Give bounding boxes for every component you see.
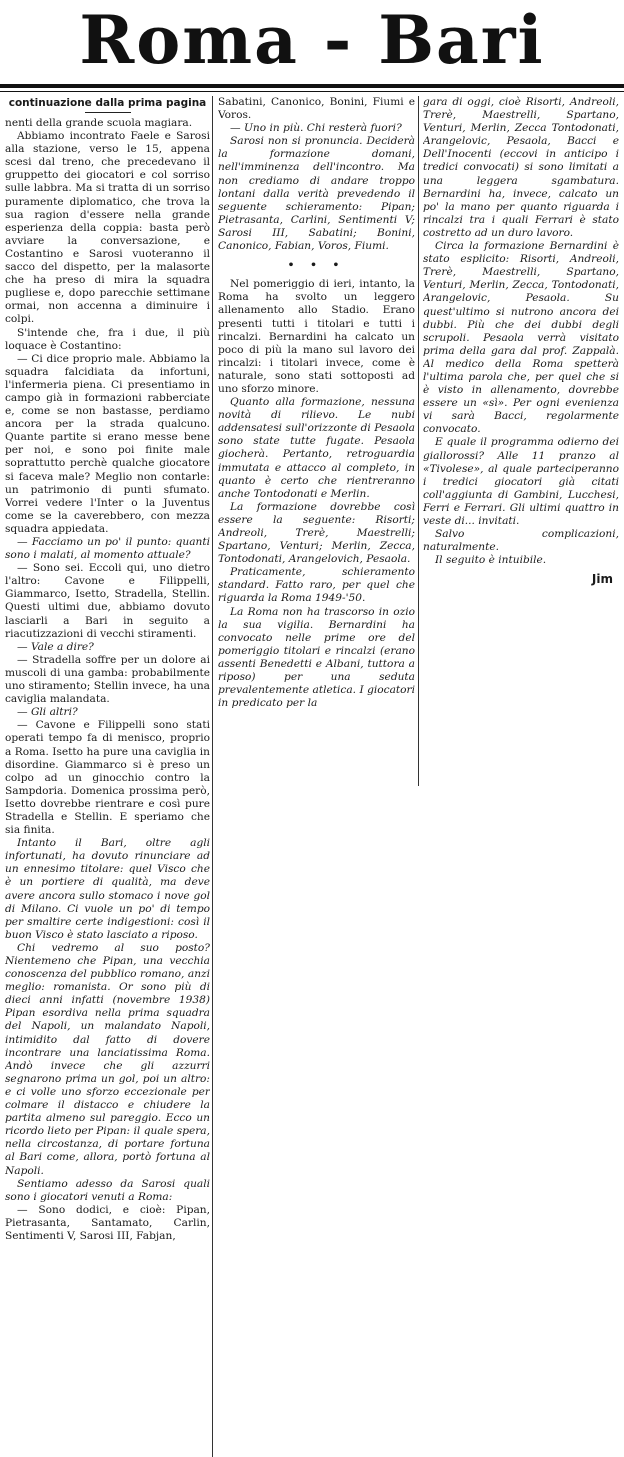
- kicker: continuazione dalla prima pagina: [8, 97, 207, 109]
- paragraph: Quanto alla formazione, nessuna novità di rilievo. Le nubi addensatesi sull'orizzonte di Pesaola sono state tutte fugate. Pesaola giocherà. Pertanto, retroguardia immutata e attacco al completo, in quanto è certo che rientreranno anche Tontodonati e Merlin.: [218, 396, 415, 500]
- paragraph: Salvo complicazioni, naturalmente.: [423, 528, 619, 554]
- paragraph: — Sono dodici, e cioè: Pipan, Pietrasanta, Santamato, Carlin, Sentimenti V, Sarosi III, Fabjan,: [5, 1203, 210, 1242]
- section-separator: • • •: [287, 259, 346, 272]
- paragraph: Sarosi non si pronuncia. Deciderà la formazione domani, nell'imminenza dell'incontro. Ma non crediamo di andare troppo lontani dalla verità prevedendo il seguente schieramento: Pipan; Pietrasanta, Carlini, Sentimenti V; Sarosi III, Sabatini; Bonini, Canonico, Fabian, Voros, Fiumi.: [218, 135, 415, 253]
- paragraph: — Ci dice proprio male. Abbiamo la squadra falcidiata da infortuni, l'infermeria piena. Ci presentiamo in campo già in formazioni rabberciate e, come se non bastasse, perdiamo ancora per la strada qualcuno. Quante partite si erano messe bene per noi, e sono poi finite male soprattutto perchè qualche giocatore si faceva male? Meglio non contarle: un patrimonio di punti sfumato. Vorrei vedere l'Inter o la Juventus come se la caverebbero, con mezza squadra appiedata.: [5, 352, 210, 535]
- paragraph: — Facciamo un po' il punto: quanti sono i malati, al momento attuale?: [5, 536, 210, 562]
- headline-rule: [0, 84, 624, 88]
- paragraph: Il seguito è intuibile.: [435, 554, 547, 567]
- paragraph: — Gli altri?: [17, 706, 78, 719]
- author-signature: Jim: [591, 572, 613, 587]
- paragraph: Sabatini, Canonico, Bonini, Fiumi e Voros.: [218, 96, 415, 122]
- paragraph: S'intende che, fra i due, il più loquace è Costantino:: [5, 326, 210, 352]
- paragraph: E quale il programma odierno dei giallorossi? Alle 11 pranzo al «Tivolese», al quale parteciperanno i tredici giocatori già citati coll'aggiunta di Gambini, Lucchesi, Ferri e Ferrari. Gli ultimi quattro in veste di... invitati.: [423, 436, 619, 527]
- paragraph: Nel pomeriggio di ieri, intanto, la Roma ha svolto un leggero allenamento allo Stadio. Erano presenti tutti i titolari e tutti i rincalzi. Bernardini ha calcato un poco di più la mano sul lavoro dei rincalzi: i titolari invece, come è naturale, sono stati sottoposti ad uno sforzo minore.: [218, 278, 415, 395]
- kicker-rule: [85, 112, 131, 113]
- paragraph: Praticamente, schieramento standard. Fatto raro, per quel che riguarda la Roma 1949-'50.: [218, 566, 415, 605]
- paragraph: La Roma non ha trascorso in ozio la sua vigilia. Bernardini ha convocato nelle prime ore del pomeriggio titolari e rincalzi (erano assenti Benedetti e Albani, tuttora a riposo) per una seduta prevalentemente atletica. I giocatori in predicato per la: [218, 605, 415, 710]
- column-divider-2: [418, 96, 419, 786]
- paragraph: Circa la formazione Bernardini è stato esplicito: Risorti, Andreoli, Trerè, Maestrelli, Spartano, Venturi, Merlin, Zecca, Tontodonati, Arangelovic, Pesaola. Su quest'ultimo si nutrono ancora dei dubbi. Più che dei dubbi degli scrupoli. Pesaola verrà visitato prima della gara dal prof. Zappalà. Al medico della Roma spetterà l'ultima parola che, per quel che si è visto in allenamento, dovrebbe essere un «sì». Per ogni evenienza vi sarà Bacci, regolarmente convocato.: [423, 240, 619, 436]
- article-column-1: [5, 96, 210, 1457]
- paragraph: — Sono sei. Eccoli qui, uno dietro l'altro: Cavone e Filippelli, Giammarco, Isetto, Stradella, Stellin. Questi ultimi due, abbiamo dovuto lasciarli a Bari in seguito a riacutizzazioni di vecchi stiramenti.: [5, 562, 210, 640]
- paragraph: Chi vedremo al suo posto? Nientemeno che Pipan, una vecchia conoscenza del pubblico romano, anzi meglio: romanista. Or sono più di dieci anni infatti (novembre 1938) Pipan esordiva nella prima squadra del Napoli, un malandato Napoli, intimidito dal fatto di dovere incontrare una lanciatissima Roma. Andò invece che gli azzurri segnarono prima un gol, poi un altro: e ci volle uno sforzo eccezionale per colmare il distacco e chiudere la partita almeno sul pareggio. Ecco un ricordo lieto per Pipan: il quale spera, nella circostanza, di portare fortuna al Bari come, allora, portò fortuna al Napoli.: [5, 941, 210, 1177]
- article-column-3: [423, 96, 619, 656]
- headline-rule-thin: [0, 91, 624, 92]
- paragraph: Intanto il Bari, oltre agli infortunati, ha dovuto rinunciare ad un ennesimo titolare: quel Visco che è un portiere di qualità, ma deve avere ancora sullo stomaco i nove gol di Milano. Ci vuole un po' di tempo per smaltire certe indigestioni: così il buon Visco è stato lasciato a riposo.: [5, 837, 210, 941]
- paragraph: gara di oggi, cioè Risorti, Andreoli, Trerè, Maestrelli, Spartano, Venturi, Merlin, Zecca Tontodonati, Arangelovic, Pesaola, Bacci e Dell'Inocenti (eccovi in anticipo i tredici convocati) si sono limitati a una leggera sgambatura. Bernardini ha, invece, calcato un po' la mano per quanto riguarda i rincalzi tra i quali Ferrari è stato costretto ad un duro lavoro.: [423, 96, 619, 239]
- paragraph: — Cavone e Filippelli sono stati operati tempo fa di menisco, proprio a Roma. Isetto ha pure una caviglia in disordine. Giammarco si è preso un colpo ad un ginocchio contro la Sampdoria. Domenica prossima però, Isetto dovrebbe rientrare e così pure Stradella e Stellin. E speriamo che sia finita.: [5, 719, 210, 837]
- article-column-2: [218, 96, 415, 786]
- paragraph: — Stradella soffre per un dolore ai muscoli di una gamba: probabilmente uno stiramento; Stellin invece, ha una caviglia malandata.: [5, 653, 210, 706]
- paragraph: Abbiamo incontrato Faele e Sarosi alla stazione, verso le 15, appena scesi dal treno, che precedevano il gruppetto dei giocatori e col sorriso sulle labbra. Ma si tratta di un sorriso puramente diplomatico, che trova la sua ragion d'essere nella grande esperienza della coppia: basta però avviare la conversazione, e Costantino e Sarosi vuoteranno il sacco del dispetto, per la malasorte che ha preso di mira la squadra pugliese e, dopo parecchie settimane ormai, non accenna a diminuire i colpi.: [5, 130, 210, 326]
- column-divider-1: [212, 96, 213, 1457]
- paragraph: La formazione dovrebbe così essere la seguente: Risorti; Andreoli, Trerè, Maestrelli; Spartano, Venturi; Merlin, Zecca, Tontodonati, Arangelovich, Pesaola.: [218, 500, 415, 566]
- paragraph: — Vale a dire?: [17, 640, 94, 653]
- paragraph: Sentiamo adesso da Sarosi quali sono i giocatori venuti a Roma:: [5, 1177, 210, 1203]
- headline: Roma - Bari: [79, 1, 545, 79]
- paragraph: nenti della grande scuola magiara.: [5, 117, 193, 129]
- paragraph: — Uno in più. Chi resterà fuori?: [230, 122, 402, 135]
